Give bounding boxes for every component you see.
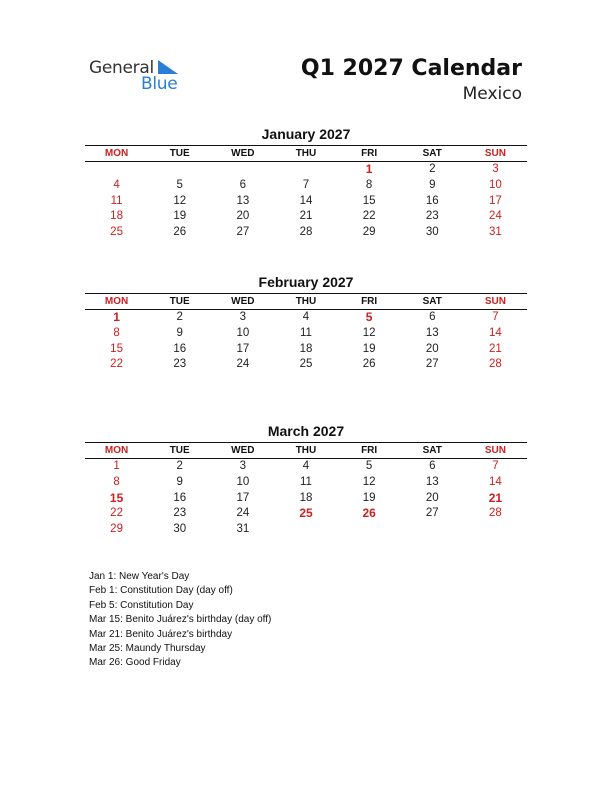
day-cell: 19 [173, 210, 187, 223]
weekday-label-mon: MON [104, 445, 129, 456]
day-cell: 26 [362, 358, 376, 371]
day-cell: 19 [362, 342, 376, 355]
weekday-label-sun: SUN [484, 296, 506, 307]
day-cell: 28 [299, 226, 313, 239]
day-cell: 21 [299, 210, 313, 223]
day-cell: 1 [365, 162, 373, 176]
day-cell: 31 [236, 523, 250, 536]
day-grid [85, 162, 527, 241]
day-cell: 31 [489, 226, 502, 239]
weekday-label-thu: THU [295, 445, 317, 456]
weekday-label-sun: SUN [484, 148, 506, 159]
weekday-label-tue: TUE [169, 296, 190, 307]
weekday-label-sat: SAT [422, 445, 442, 456]
weekday-label-mon: MON [104, 296, 129, 307]
day-cell: 28 [489, 358, 502, 371]
day-cell: 17 [236, 491, 250, 504]
empty-day-cell [85, 162, 148, 178]
day-cell: 17 [489, 194, 502, 207]
day-cell: 15 [109, 490, 124, 505]
weekday-label-fri: FRI [361, 148, 378, 159]
day-cell: 12 [173, 194, 187, 207]
day-cell: 1 [113, 310, 120, 324]
day-cell: 21 [489, 342, 502, 355]
day-cell: 8 [113, 326, 120, 339]
day-cell: 9 [176, 475, 183, 488]
day-cell: 20 [236, 210, 250, 223]
day-cell: 24 [236, 358, 250, 371]
holiday-note: Mar 15: Benito Juárez's birthday (day off) [89, 614, 272, 626]
day-cell: 9 [429, 178, 436, 191]
day-cell: 10 [489, 178, 502, 191]
day-cell: 25 [110, 226, 123, 239]
month-calendar-march [85, 422, 527, 538]
day-cell: 23 [173, 507, 187, 520]
day-cell: 29 [110, 523, 123, 536]
day-cell: 26 [362, 506, 376, 521]
day-cell: 5 [365, 460, 373, 472]
day-cell: 24 [236, 507, 250, 520]
day-cell: 4 [113, 178, 120, 191]
day-cell: 5 [365, 310, 373, 324]
day-cell: 16 [173, 342, 187, 355]
holiday-note: Mar 25: Maundy Thursday [89, 643, 206, 655]
day-cell: 6 [429, 460, 436, 472]
day-cell: 27 [425, 358, 439, 371]
day-cell: 6 [239, 178, 247, 191]
day-cell: 30 [425, 226, 439, 239]
day-cell: 16 [425, 194, 439, 207]
day-cell: 18 [299, 342, 313, 355]
month-calendar-february [85, 273, 527, 373]
day-cell: 2 [429, 163, 436, 175]
weekday-header-row [85, 442, 527, 459]
logo-word-general: General [89, 58, 154, 78]
day-cell: 18 [299, 491, 313, 504]
day-cell: 24 [489, 210, 502, 223]
day-cell: 30 [173, 523, 187, 536]
day-cell: 11 [110, 194, 123, 207]
day-grid [85, 310, 527, 373]
day-cell: 14 [489, 475, 502, 488]
page-title: Q1 2027 Calendar [300, 56, 522, 81]
day-cell: 11 [300, 326, 312, 339]
weekday-label-thu: THU [295, 148, 317, 159]
day-cell: 5 [176, 178, 183, 191]
day-cell: 2 [176, 311, 183, 323]
weekday-label-wed: WED [231, 148, 255, 159]
day-cell: 13 [425, 475, 439, 488]
day-cell: 29 [362, 226, 376, 239]
holiday-note: Mar 21: Benito Juárez's birthday [89, 628, 233, 640]
weekday-label-thu: THU [295, 296, 317, 307]
day-cell: 4 [302, 311, 310, 323]
day-cell: 3 [239, 311, 247, 323]
day-cell: 9 [176, 326, 183, 339]
day-cell: 2 [176, 460, 183, 472]
country-subtitle: Mexico [462, 84, 522, 104]
day-cell: 26 [173, 226, 187, 239]
day-cell: 4 [302, 460, 310, 472]
weekday-label-sat: SAT [422, 296, 442, 307]
weekday-label-tue: TUE [169, 148, 190, 159]
weekday-label-mon: MON [104, 148, 129, 159]
month-title: February 2027 [258, 274, 354, 290]
weekday-header-row [85, 293, 527, 310]
day-cell: 15 [110, 342, 123, 355]
day-cell: 11 [300, 475, 312, 488]
month-title: January 2027 [261, 126, 351, 142]
day-cell: 15 [362, 194, 376, 207]
weekday-label-sun: SUN [484, 445, 506, 456]
day-cell: 1 [113, 460, 120, 472]
day-cell: 10 [236, 475, 250, 488]
day-cell: 6 [429, 311, 436, 323]
day-cell: 25 [299, 358, 313, 371]
day-cell: 25 [299, 506, 313, 521]
weekday-label-wed: WED [231, 296, 255, 307]
holiday-notes-list [89, 570, 271, 671]
weekday-label-wed: WED [231, 445, 255, 456]
day-grid [85, 459, 527, 538]
weekday-label-tue: TUE [169, 445, 190, 456]
day-cell: 20 [425, 342, 439, 355]
holiday-note: Feb 1: Constitution Day (day off) [89, 585, 233, 597]
empty-day-cell [148, 162, 211, 178]
holiday-note: Jan 1: New Year's Day [89, 571, 190, 582]
day-cell: 27 [425, 507, 439, 520]
day-cell: 23 [425, 210, 439, 223]
day-cell: 12 [362, 326, 376, 339]
empty-day-cell [274, 162, 337, 178]
day-cell: 17 [236, 342, 250, 355]
day-cell: 7 [492, 460, 499, 472]
weekday-header-row [85, 145, 527, 162]
day-cell: 7 [302, 178, 310, 191]
day-cell: 13 [236, 194, 250, 207]
day-cell: 14 [299, 194, 313, 207]
day-cell: 8 [365, 178, 373, 191]
empty-day-cell [211, 162, 274, 178]
day-cell: 18 [110, 210, 123, 223]
day-cell: 22 [110, 507, 123, 520]
day-cell: 8 [113, 475, 120, 488]
day-cell: 22 [110, 358, 123, 371]
weekday-label-fri: FRI [361, 296, 378, 307]
day-cell: 3 [239, 460, 247, 472]
day-cell: 27 [236, 226, 250, 239]
day-cell: 14 [489, 326, 502, 339]
holiday-note: Mar 26: Good Friday [89, 657, 181, 669]
weekday-label-fri: FRI [361, 445, 378, 456]
day-cell: 22 [362, 210, 376, 223]
holiday-note: Feb 5: Constitution Day [89, 599, 194, 611]
day-cell: 20 [425, 491, 439, 504]
day-cell: 16 [173, 491, 187, 504]
day-cell: 13 [425, 326, 439, 339]
day-cell: 28 [489, 507, 502, 520]
logo-word-blue: Blue [141, 74, 178, 94]
brand-logo [89, 58, 189, 94]
day-cell: 10 [236, 326, 250, 339]
logo-triangle-icon [158, 60, 178, 74]
month-title: March 2027 [267, 423, 345, 439]
weekday-label-sat: SAT [422, 148, 442, 159]
month-calendar-january [85, 125, 527, 241]
day-cell: 3 [492, 163, 499, 175]
day-cell: 21 [488, 490, 503, 505]
day-cell: 12 [362, 475, 376, 488]
day-cell: 7 [492, 311, 499, 323]
day-cell: 23 [173, 358, 187, 371]
day-cell: 19 [362, 491, 376, 504]
